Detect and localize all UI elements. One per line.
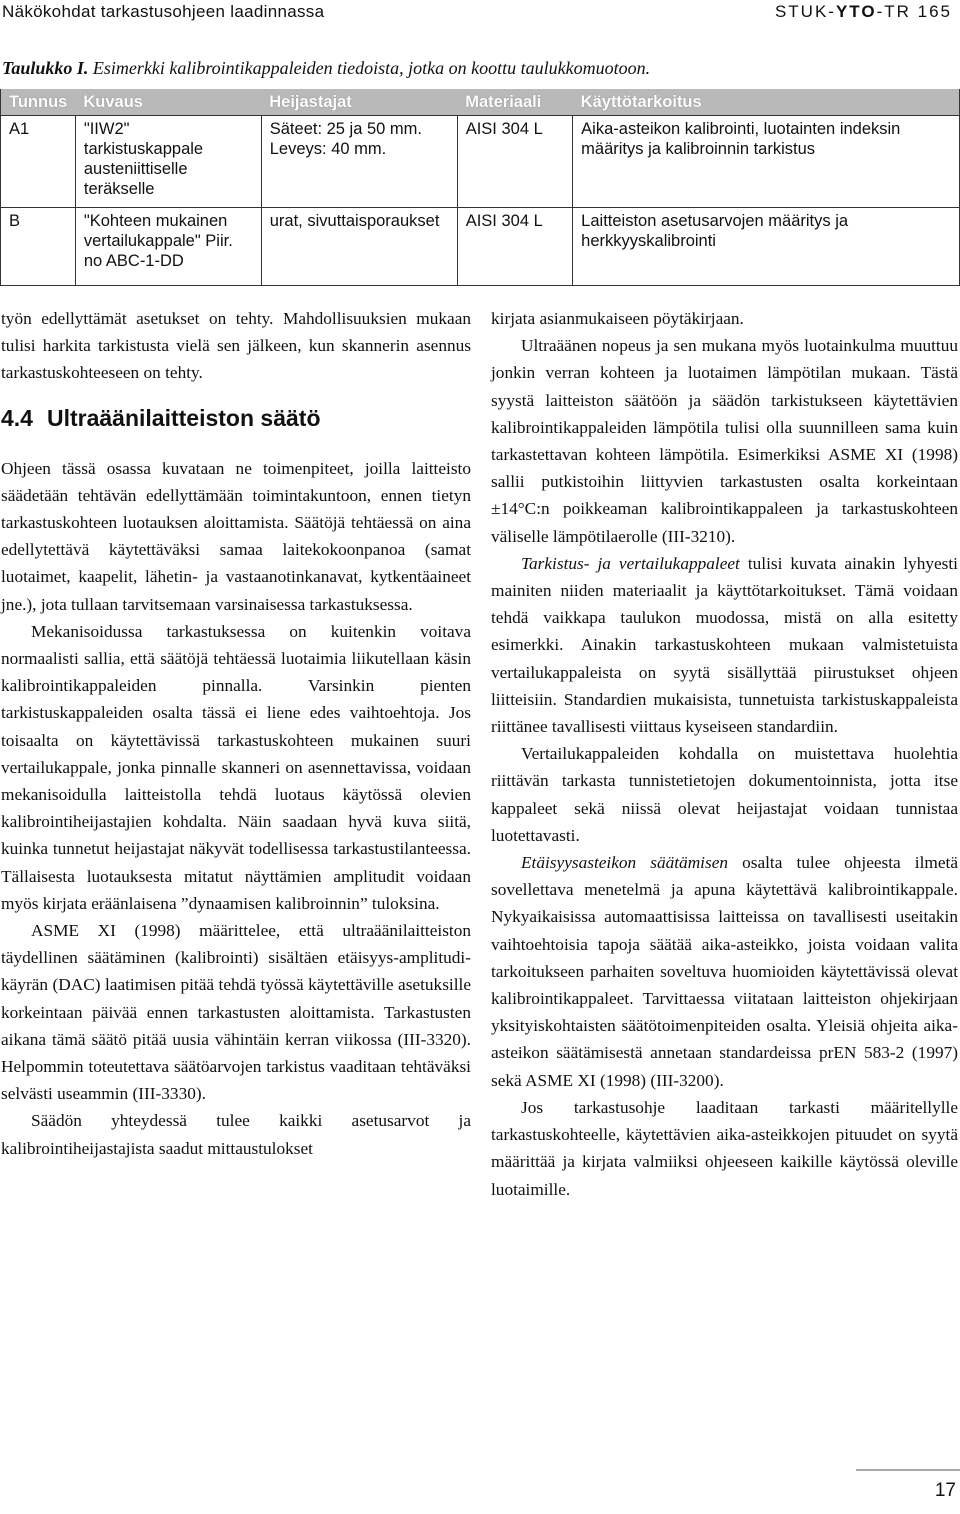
emphasis: Tarkistus- ja vertailukappaleet bbox=[521, 553, 740, 573]
table-cell: urat, sivuttaisporaukset bbox=[261, 208, 457, 286]
table-cell: Aika-asteikon kalibrointi, luotainten indeksin määritys ja kalibroinnin tarkistus bbox=[573, 116, 960, 208]
right-column bbox=[491, 305, 958, 1203]
table-caption bbox=[2, 58, 952, 79]
table-cell: A1 bbox=[1, 116, 76, 208]
running-header bbox=[0, 0, 960, 30]
table-row bbox=[1, 208, 960, 286]
header-title: Näkökohdat tarkastusohjeen laadinnassa bbox=[2, 2, 325, 21]
paragraph: kirjata asianmukaiseen pöytäkirjaan. bbox=[491, 309, 744, 328]
table-cell: B bbox=[1, 208, 76, 286]
paragraph: Vertailukappaleiden kohdalla on muistettava huolehtia riittävän tarkasta tunnistetietojen dokumentoinnista, jotta itse kappaleet sekä niissä olevat heijastajat voidaan tunnistaa luotettavasti. bbox=[491, 744, 958, 845]
paragraph: Tarkistus- ja vertailukappaleet tulisi kuvata ainakin lyhyesti mainiten niiden materiaalit ja käyttötarkoitukset. Tämä voidaan tehdä vaikkapa taulukon muodossa, mistä on alla esitetty esimerkki. Ainakin tarkastuskohteen mukaan valmistetuista vertailukappaleista on syytä sisällyttää piirustukset ohjeen liitteisiin. Standardien mukaisista, tunnetuista tarkistuskappaleista riittänee tavallisesti viittaus kyseiseen standardiin. bbox=[491, 553, 958, 737]
table-cell: Laitteiston asetusarvojen määritys ja herkkyyskalibrointi bbox=[573, 208, 960, 286]
paragraph: Etäisyysasteikon säätämisen osalta tulee ohjeesta ilmetä sovellettava menetelmä ja apuna käytettävä kalibrointikappale. Nykyaikaisissa automaattisissa laitteissa on tavallisesti useitakin vaihtoehtoisia tapoja säätää aika-asteikko, joista voidaan valita tarkoitukseen parhaiten soveltuva huomioiden käytettävissä olevat kalibrointikappaleet. Tarvittaessa viitataan laitteiston ohjekirjaan yksityiskohtaisten säätötoimenpiteiden osalta. Yleisiä ohjeita aika-asteikon säätämisestä annetaan standardeissa prEN 583-2 (1997) sekä ASME XI (1998) (III-3200). bbox=[491, 853, 958, 1090]
table-cell: Säteet: 25 ja 50 mm. Leveys: 40 mm. bbox=[261, 116, 457, 208]
caption-text: Esimerkki kalibrointikappaleiden tiedoista, jotka on koottu taulukkomuotoon. bbox=[88, 58, 651, 78]
paragraph: Säädön yhteydessä tulee kaikki asetusarvot ja kalibrointiheijastajista saadut mittaustulokset bbox=[1, 1111, 471, 1158]
table-row bbox=[1, 116, 960, 208]
page-rule bbox=[856, 1469, 960, 1471]
column-header: Materiaali bbox=[457, 89, 572, 116]
table-header-row bbox=[1, 89, 960, 116]
column-header: Heijastajat bbox=[261, 89, 457, 116]
caption-label: Taulukko I. bbox=[2, 58, 89, 78]
paragraph: ASME XI (1998) määrittelee, että ultraäänilaitteiston täydellinen säätäminen (kalibrointi) sisältäen etäisyys-amplitudi-käyrän (DAC) laatimisen pitää tehdä työssä käytettäville asetuksille korkeintaan päivää ennen tarkastusten aloittamista. Tarkastusten aikana tämä säätö pitää uusia vähintäin kerran viikossa (III-3320). Helpommin toteutettava säätöarvojen tarkistus vaaditaan tehtäväksi selvästi useammin (III-3330). bbox=[1, 921, 471, 1104]
section-heading bbox=[1, 403, 471, 433]
table-cell: "IIW2" tarkistuskappale austeniittiselle teräkselle bbox=[75, 116, 261, 208]
table-cell: AISI 304 L bbox=[457, 208, 572, 286]
header-report-code: STUK-YTO-TR 165 bbox=[774, 2, 952, 21]
page-number: 17 bbox=[934, 1480, 956, 1501]
column-header: Käyttötarkoitus bbox=[573, 89, 960, 116]
section-title: Ultraäänilaitteiston säätö bbox=[46, 404, 321, 431]
calibration-table bbox=[0, 89, 960, 286]
left-column bbox=[1, 305, 471, 1162]
paragraph: Ohjeen tässä osassa kuvataan ne toimenpiteet, joilla laitteisto säädetään tehtävän edellyttämään toimintakuntoon, ennen tietyn tarkastuskohteen luotauksen aloittamista. Säätöjä tehtäessä on aina edellytettävä käytettäväksi samaa laitekokoonpanoa (samat luotaimet, kaapelit, lähetin- ja vastaanotinkanavat, kytkentäaineet jne.), jota tullaan tarvitsemaan varsinaisessa tarkastuksessa. bbox=[1, 458, 471, 614]
paragraph: työn edellyttämät asetukset on tehty. Mahdollisuuksien mukaan tulisi harkita tarkistusta vielä sen jälkeen, kun skannerin asennus tarkastuskohteeseen on tehty. bbox=[1, 309, 471, 383]
paragraph: Mekanisoidussa tarkastuksessa on kuitenkin voitava normaalisti sallia, että säätöjä tehtäessä luotaimia liikutellaan käsin kalibrointikappaleiden pinnalla. Varsinkin pienten tarkistuskappaleiden osalta tässä ei liene edes vaihtoehtoja. Jos toisaalta on käytettävissä tarkastuskohteen mukainen suuri vertailukappale, jonka pinnalle skanneri on asennettavissa, voidaan mekanisoidulla laitteistolla tehdä luotaus käytössä olevien kalibrointiheijastajien kohdalta. Näin saadaan hyvä kuva siitä, kuinka tunnetut heijastajat näkyvät todellisessa tarkastustilanteessa. Tällaisesta luotauksesta mitatut näyttämien amplitudit voidaan myös kirjata eräänlaisena ”dynaamisen kalibroinnin” tuloksina. bbox=[1, 621, 471, 913]
column-header: Kuvaus bbox=[75, 89, 261, 116]
emphasis: Etäisyysasteikon säätämisen bbox=[521, 853, 729, 873]
table-cell: "Kohteen mukainen vertailukappale" Piir. no ABC-1-DD bbox=[75, 208, 261, 286]
section-number: 4.4 bbox=[1, 404, 33, 431]
paragraph: Jos tarkastusohje laaditaan tarkasti määritellylle tarkastuskohteelle, käytettävien aika-asteikkojen pituudet on syytä määrittää ja kirjata valmiiksi ohjeeseen kaikille käytössä oleville luotaimille. bbox=[491, 1097, 958, 1199]
paragraph: Ultraäänen nopeus ja sen mukana myös luotainkulma muuttuu jonkin verran kohteen ja luotaimen lämpötilan mukaan. Tästä syystä laitteiston säätöön ja säädön tarkistukseen käytettävien kalibrointikappaleiden lämpötila tulisi olla suunnilleen sama kuin tarkastettavan kohteen lämpötila. Esimerkiksi ASME XI (1998) sallii putkistoihin liittyvien tarkastusten osalta korkeintaan ±14°C:n poikkeaman kalibrointikappaleen ja tarkastuskohteen väliselle lämpötilaerolle (III-3210). bbox=[491, 336, 958, 546]
table-cell: AISI 304 L bbox=[457, 116, 572, 208]
column-header: Tunnus bbox=[1, 89, 76, 116]
